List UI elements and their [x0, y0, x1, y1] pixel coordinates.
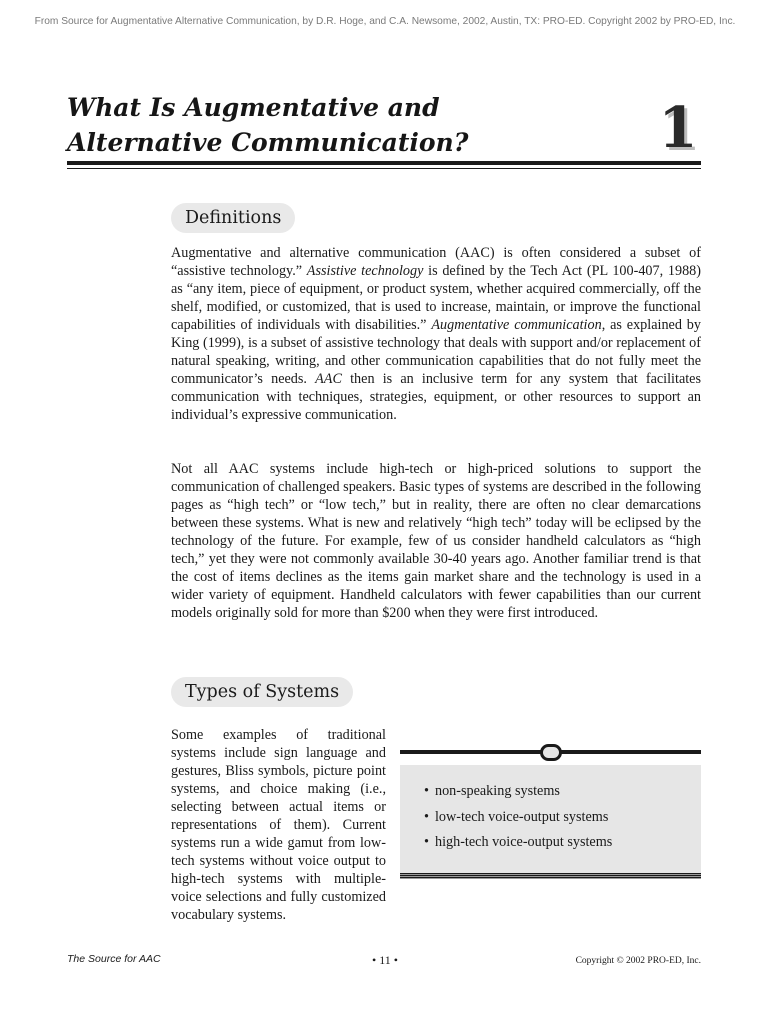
- callout-list: [400, 765, 701, 856]
- chapter-title: [67, 90, 587, 160]
- callout-item-high-tech: • high-tech voice-output systems: [424, 830, 701, 856]
- callout-item-non-speaking: • non-speaking systems: [424, 779, 701, 805]
- section-heading-types-of-systems: Types of Systems: [171, 677, 353, 707]
- footer-copyright: Copyright © 2002 PRO-ED, Inc.: [575, 956, 701, 966]
- chapter-title-line-1: What Is Augmentative and: [67, 93, 440, 122]
- definitions-paragraph-1: [171, 244, 701, 424]
- section-heading-definitions: Definitions: [171, 203, 295, 233]
- page-number: • 11 •: [372, 953, 398, 967]
- footer-book-title: The Source for AAC: [67, 953, 161, 965]
- term-aac: AAC: [315, 371, 342, 387]
- source-citation: From Source for Augmentative Alternative Communication, by D.R. Hoge, and C.A. Newsome, 2002, Austin, TX: PRO-ED. Copyright 2002 by PRO-ED, Inc.: [34, 16, 736, 27]
- chapter-title-line-2: Alternative Communication?: [67, 128, 469, 157]
- callout-box: [400, 765, 701, 873]
- para1-text-3: , as explained by King (1999), is a subset of assistive technology that deals with support and/or replacement of natural speaking, writing, and other communication capabilities that do not fully meet the communicator’s needs.: [171, 317, 701, 387]
- title-rule-thick: [67, 161, 701, 165]
- title-rule-thin: [67, 168, 701, 169]
- para1-text-2: is defined by the Tech Act (PL 100-407, 1988) as “any item, piece of equipment, or product system, whether acquired commercially, off the shelf, modified, or customized, that is used to increase, maintain, or improve the functional capabilities of individuals with disabilities.”: [171, 263, 701, 333]
- callout-knob: [540, 744, 562, 761]
- term-augmentative-communication: Augmentative communication: [431, 317, 602, 333]
- callout-bottom-bar: [400, 873, 701, 879]
- definitions-paragraph-2: Not all AAC systems include high-tech or high-priced solutions to support the communication of challenged speakers. Basic types of systems are described in the following pages as “high tech” or “low tech,” but in reality, there are often no clear demarcations between these systems. What is new and relatively “high tech” today will be eclipsed by the technology of the future. For example, few of us consider handheld calculators as “high tech,” yet they were not commonly available 30-40 years ago. Another familiar trend is that the cost of items declines as the items gain market share and the technology is used in a wider variety of equipment. Handheld calculators with fewer capabilities than our current models originally sold for more than $200 when they were first introduced.: [171, 461, 701, 621]
- callout-item-low-tech: • low-tech voice-output systems: [424, 805, 701, 831]
- para1-text-1: Augmentative and alternative communication (AAC) is often considered a subset of “assistive technology.”: [171, 245, 701, 279]
- para1-text-4: then is an inclusive term for any system that facilitates communication with techniques, strategies, equipment, or other resources to support an individual’s expressive communication.: [171, 371, 701, 423]
- types-paragraph: Some examples of traditional systems include sign language and gestures, Bliss symbols, picture point systems, and choice making (i.e., selecting between actual items or representations of them). Current systems run a wide gamut from low-tech systems without voice output to high-tech systems with multiple-voice selections and fully customized vocabulary systems.: [171, 727, 386, 923]
- chapter-number: 1: [658, 95, 698, 161]
- term-assistive-technology: Assistive technology: [306, 263, 424, 279]
